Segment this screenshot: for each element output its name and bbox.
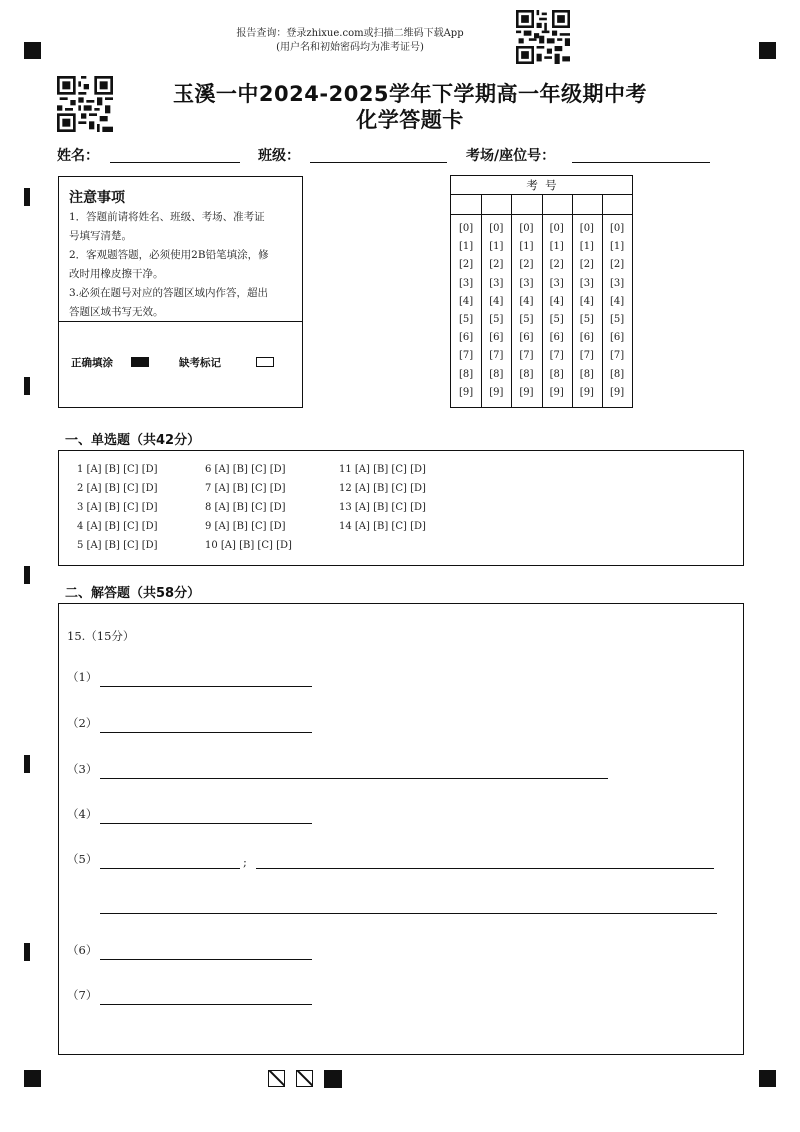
side-timing-mark [24,566,30,584]
side-timing-mark [24,377,30,395]
notice-box [58,176,303,408]
exam-digit-bubble[interactable]: [5] [459,314,474,325]
mcq-question-row[interactable]: 1 [A] [B] [C] [D] [77,464,158,475]
exam-digit-bubble[interactable]: [5] [489,314,504,325]
part-1-answer-line[interactable] [100,686,312,687]
mcq-box [58,450,744,566]
notice-title: 注意事项 [69,190,125,206]
answer-box [58,603,744,1055]
exam-digit-bubble[interactable]: [9] [579,386,594,398]
notice-line: 改时用橡皮擦干净。 [69,268,164,280]
exam-digit-bubble[interactable]: [4] [610,295,625,307]
exam-digit-bubble[interactable]: [3] [519,277,534,289]
exam-number-write-box[interactable] [572,195,602,214]
exam-digit-bubble[interactable]: [0] [579,223,594,234]
correct-fill-sample [131,357,149,367]
part-5-answer-line-c[interactable] [100,913,717,914]
part-4-label: （4） [67,807,98,821]
exam-digit-bubble[interactable]: [0] [459,223,474,234]
exam-digit-bubble[interactable]: [1] [489,241,504,253]
class-field[interactable] [310,162,447,163]
class-label: 班级： [258,148,300,164]
page-subtitle: 化学答题卡 [356,108,464,132]
notice-line: 号填写清楚。 [69,230,132,242]
exam-digit-bubble[interactable]: [1] [459,241,474,253]
exam-digit-bubble[interactable]: [6] [459,332,474,344]
exam-digit-bubble[interactable]: [3] [579,277,594,289]
absent-mark-checkbox[interactable] [256,357,274,367]
exam-digit-bubble[interactable]: [1] [610,241,625,253]
mcq-question-row[interactable]: 9 [A] [B] [C] [D] [205,521,286,532]
exam-digit-bubble[interactable]: [4] [459,295,474,307]
name-label: 姓名： [57,148,99,164]
part-2-answer-line[interactable] [100,732,312,733]
exam-digit-bubble[interactable]: [1] [549,241,564,253]
mcq-question-row[interactable]: 5 [A] [B] [C] [D] [77,540,158,551]
qr-code-left [57,76,113,132]
part-3-label: （3） [67,762,98,776]
exam-digit-bubble[interactable]: [9] [519,386,534,398]
exam-digit-bubble[interactable]: [9] [610,386,625,398]
notice-line: 3.必须在题号对应的答题区域内作答，超出 [69,287,269,299]
part-4-answer-line[interactable] [100,823,312,824]
part-7-answer-line[interactable] [100,1004,312,1005]
exam-digit-bubble[interactable]: [3] [549,277,564,289]
exam-digit-bubble[interactable]: [8] [489,368,504,380]
registration-mark-bottom-right [759,1070,776,1087]
part-5-answer-line-a[interactable] [100,868,240,869]
exam-digit-bubble[interactable]: [7] [519,350,534,362]
exam-digit-bubble[interactable]: [2] [489,259,504,271]
side-timing-mark [24,755,30,773]
correct-fill-label: 正确填涂 [71,357,113,369]
part-7-label: （7） [67,988,98,1002]
mcq-question-row[interactable]: 7 [A] [B] [C] [D] [205,483,286,494]
exam-digit-bubble[interactable]: [2] [610,259,625,271]
exam-digit-bubble[interactable]: [8] [549,368,564,380]
page-title: 玉溪一中2024-2025学年下学期高一年级期中考 [172,82,648,106]
name-field[interactable] [110,162,240,163]
side-timing-mark [24,188,30,206]
exam-digit-bubble[interactable]: [4] [579,295,594,307]
part-5-answer-line-b[interactable] [256,868,714,869]
exam-digit-bubble[interactable]: [7] [489,350,504,362]
part-6-label: （6） [67,943,98,957]
exam-digit-bubble[interactable]: [4] [489,295,504,307]
exam-number-title: 考 号 [526,178,557,192]
section2-heading: 二、解答题（共58分） [65,586,201,601]
exam-digit-bubble[interactable]: [5] [549,314,564,325]
qr-code-top [516,10,570,64]
exam-digit-bubble[interactable]: [5] [579,314,594,325]
exam-digit-bubble[interactable]: [2] [549,259,564,271]
exam-digit-bubble[interactable]: [1] [519,241,534,253]
part-6-answer-line[interactable] [100,959,312,960]
exam-digit-bubble[interactable]: [9] [489,386,504,398]
exam-number-write-box[interactable] [451,195,481,214]
exam-number-write-box[interactable] [542,195,572,214]
part-5-label: （5） [67,852,98,866]
exam-digit-bubble[interactable]: [8] [519,368,534,380]
exam-digit-bubble[interactable]: [4] [549,295,564,307]
mcq-question-row[interactable]: 13 [A] [B] [C] [D] [339,502,426,513]
exam-digit-bubble[interactable]: [7] [549,350,564,362]
exam-digit-bubble[interactable]: [7] [610,350,625,362]
mcq-question-row[interactable]: 4 [A] [B] [C] [D] [77,521,158,532]
exam-digit-bubble[interactable]: [9] [549,386,564,398]
part-1-label: （1） [67,670,98,684]
exam-digit-bubble[interactable]: [3] [489,277,504,289]
exam-digit-bubble[interactable]: [6] [579,332,594,344]
exam-digit-bubble[interactable]: [6] [519,332,534,344]
mcq-question-row[interactable]: 10 [A] [B] [C] [D] [205,540,292,551]
seat-field[interactable] [572,162,710,163]
exam-digit-bubble[interactable]: [6] [549,332,564,344]
hatched-box-mark [268,1070,285,1087]
registration-mark-top-left [24,42,41,59]
exam-digit-bubble[interactable]: [0] [519,223,534,234]
report-query-line: 报告查询：登录zhixue.com或扫描二维码下载App [236,28,464,39]
seat-label: 考场/座位号： [466,148,556,164]
exam-digit-bubble[interactable]: [6] [610,332,625,344]
exam-digit-bubble[interactable]: [8] [459,368,474,380]
exam-digit-bubble[interactable]: [7] [459,350,474,362]
exam-digit-bubble[interactable]: [6] [489,332,504,344]
exam-digit-bubble[interactable]: [5] [519,314,534,325]
exam-digit-bubble[interactable]: [7] [579,350,594,362]
notice-line: 2．客观题答题，必须使用2B铅笔填涂，修 [69,249,269,261]
exam-digit-bubble[interactable]: [0] [489,223,504,234]
notice-text [69,208,297,322]
mcq-question-row[interactable]: 11 [A] [B] [C] [D] [339,464,426,475]
exam-number-write-box[interactable] [602,195,632,214]
registration-mark-bottom-left [24,1070,41,1087]
exam-digit-bubble[interactable]: [8] [610,368,625,380]
exam-number-grid [450,175,633,408]
notice-divider [59,321,302,322]
mcq-question-row[interactable]: 8 [A] [B] [C] [D] [205,502,286,513]
mcq-question-row[interactable]: 14 [A] [B] [C] [D] [339,521,426,532]
exam-digit-bubble[interactable]: [1] [579,241,594,253]
exam-digit-bubble[interactable]: [0] [549,223,564,234]
mcq-question-row[interactable]: 6 [A] [B] [C] [D] [205,464,286,475]
exam-digit-bubble[interactable]: [2] [459,259,474,271]
absent-mark-label: 缺考标记 [179,357,221,369]
exam-digit-bubble[interactable]: [4] [519,295,534,307]
exam-digit-bubble[interactable]: [2] [519,259,534,271]
exam-digit-bubble[interactable]: [3] [459,277,474,289]
exam-digit-bubble[interactable]: [8] [579,368,594,380]
filled-box-mark [324,1070,342,1088]
exam-number-write-box[interactable] [481,195,511,214]
question-15-title: 15.（15分） [67,629,135,643]
section1-heading: 一、单选题（共42分） [65,433,201,448]
notice-line: 答题区域书写无效。 [69,306,164,318]
exam-number-write-box[interactable] [511,195,541,214]
mcq-question-row[interactable]: 3 [A] [B] [C] [D] [77,502,158,513]
mcq-question-row[interactable]: 2 [A] [B] [C] [D] [77,483,158,494]
exam-digit-bubble[interactable]: [3] [610,277,625,289]
mcq-question-row[interactable]: 12 [A] [B] [C] [D] [339,483,426,494]
exam-digit-bubble[interactable]: [9] [459,386,474,398]
part-2-label: （2） [67,716,98,730]
part-5-separator: ; [243,855,247,869]
exam-digit-bubble[interactable]: [2] [579,259,594,271]
side-timing-mark [24,943,30,961]
registration-mark-top-right [759,42,776,59]
exam-digit-bubble[interactable]: [5] [610,314,625,325]
exam-digit-bubble[interactable]: [0] [610,223,625,234]
notice-line: 1．答题前请将姓名、班级、考场、准考证 [69,211,265,223]
part-3-answer-line[interactable] [100,778,608,779]
hatched-box-mark [296,1070,313,1087]
report-query-note: (用户名和初始密码均为准考证号) [276,42,424,53]
